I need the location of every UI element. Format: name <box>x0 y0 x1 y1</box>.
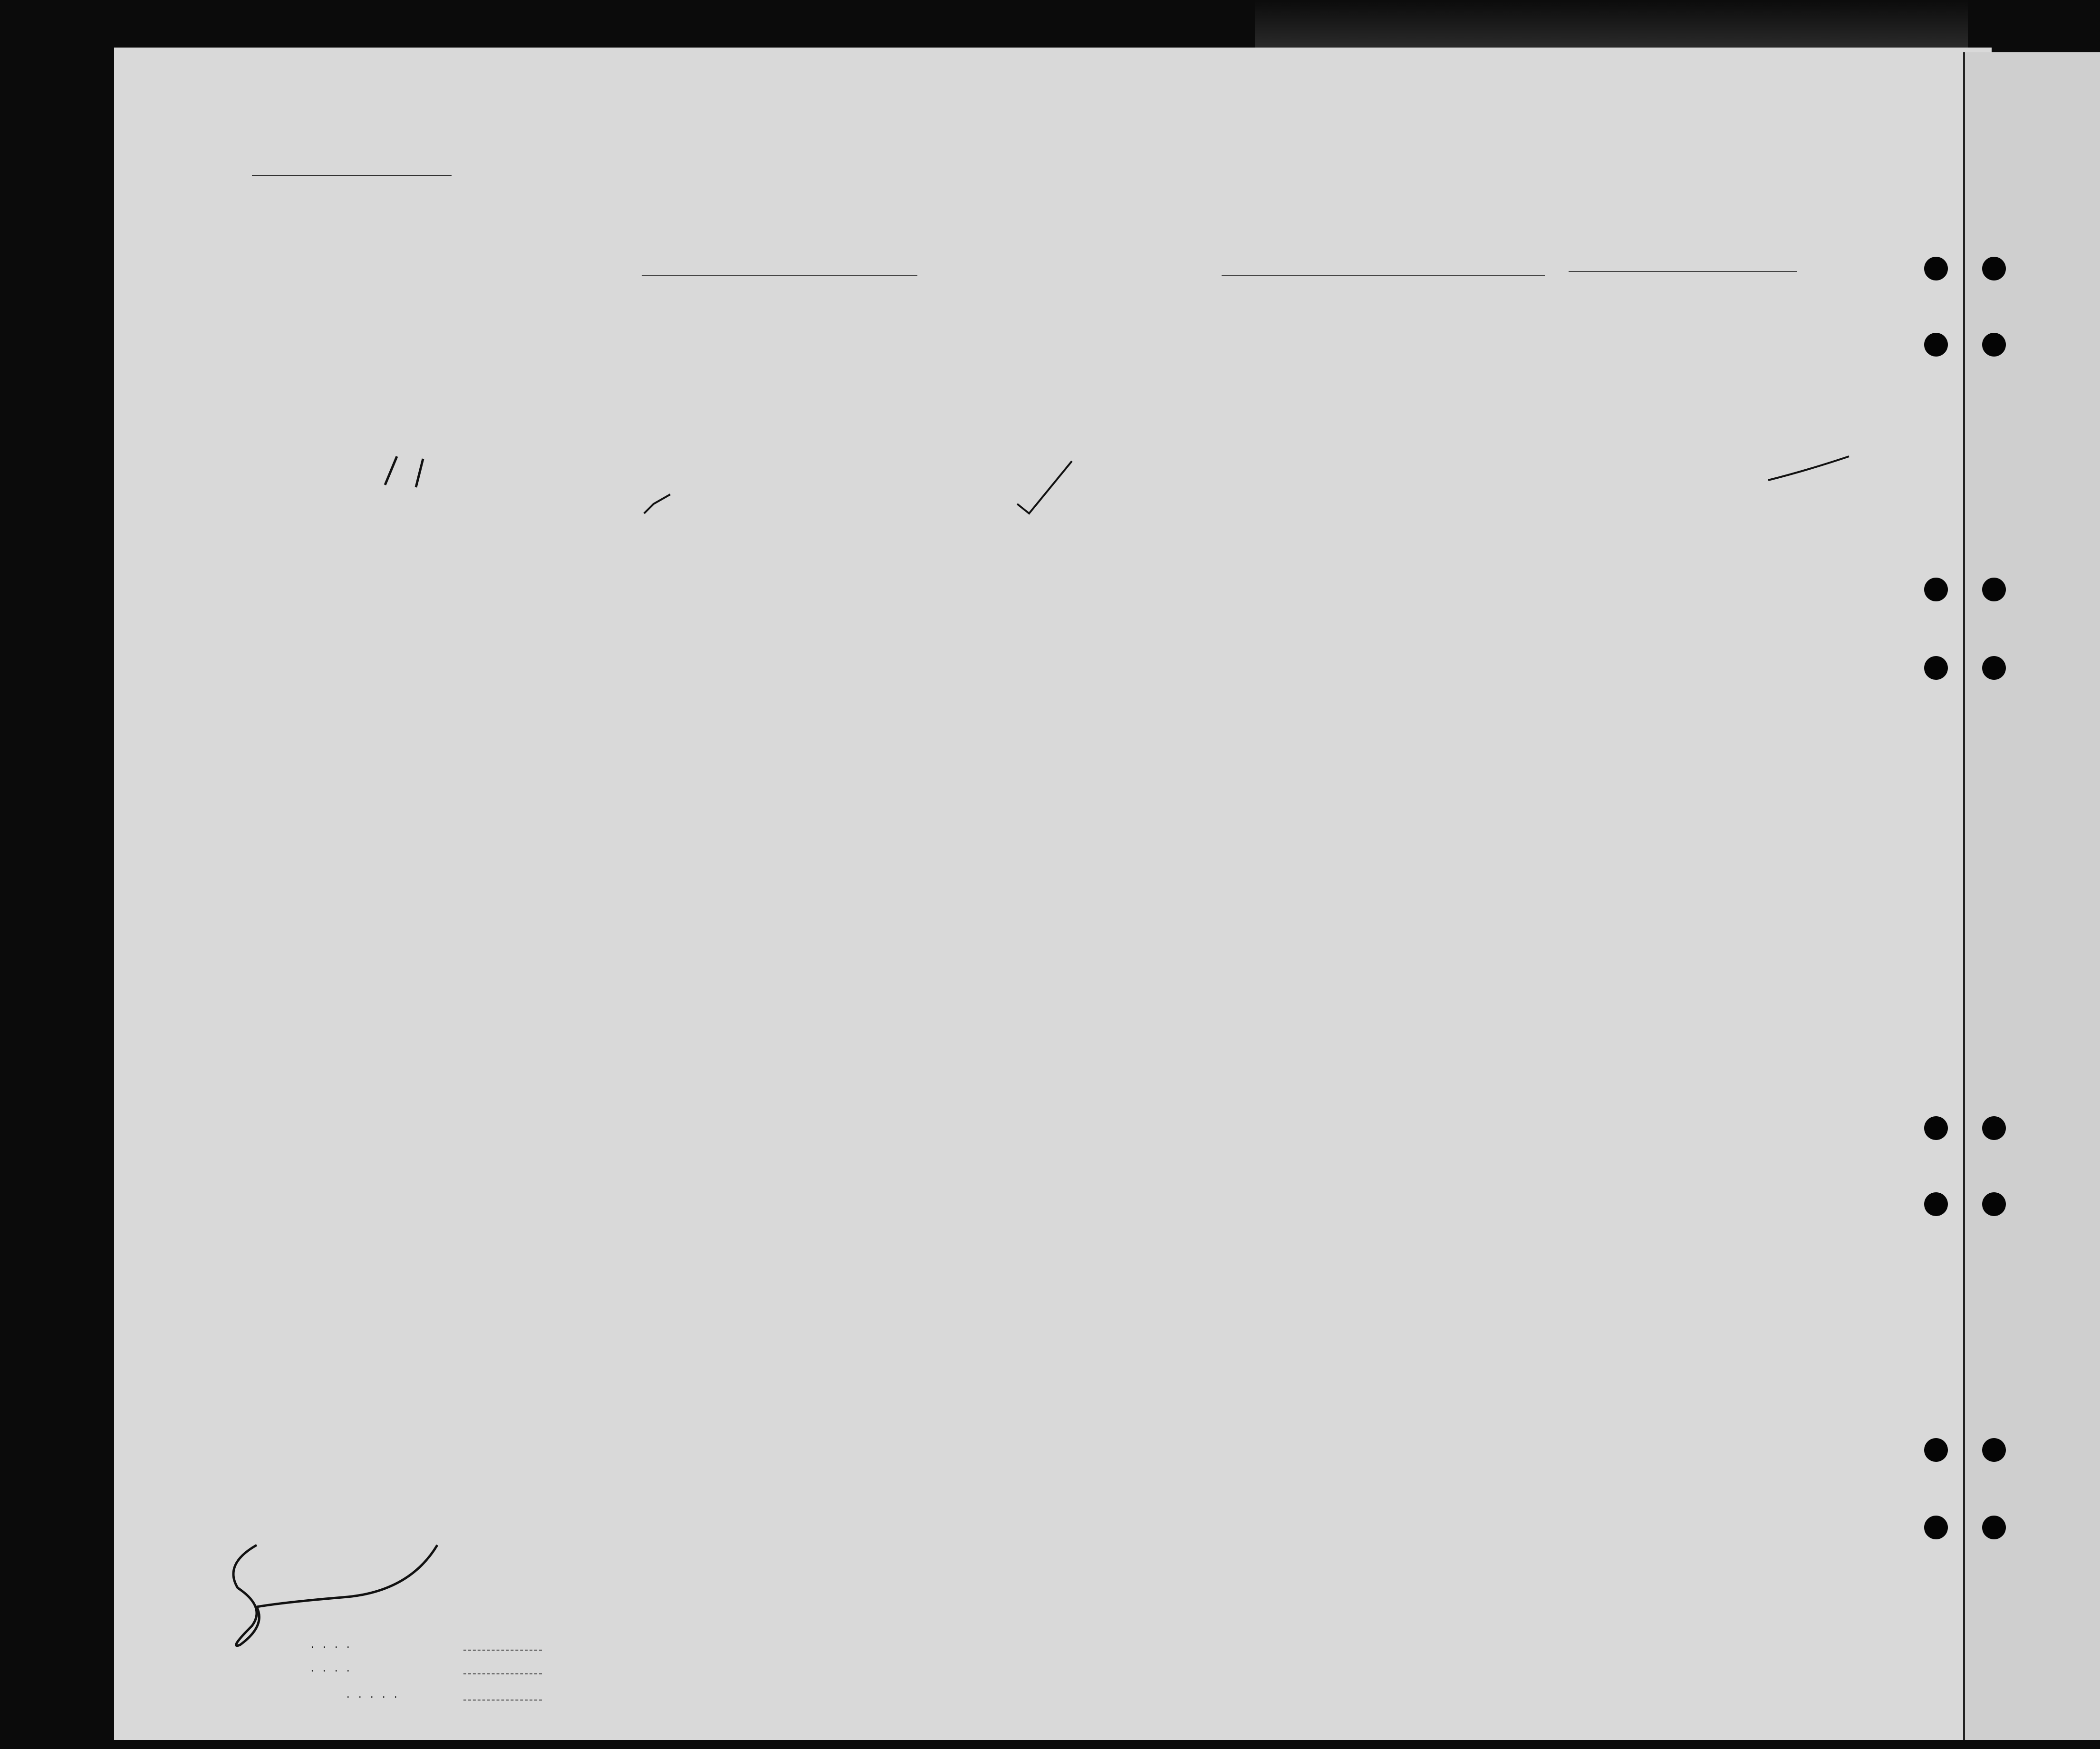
residence-stroke <box>1768 456 1849 480</box>
us-citizens-label <box>311 1664 353 1674</box>
leader-dots: . . . . . <box>347 1690 401 1700</box>
aliens-label <box>347 1690 401 1700</box>
signature-scribble <box>233 1545 437 1646</box>
leader-dots: . . . . <box>311 1640 353 1650</box>
nationality-check-mark <box>1017 461 1072 513</box>
us-citizens-line <box>463 1673 542 1674</box>
age-check-mark <box>644 494 670 513</box>
aliens-line <box>463 1700 542 1701</box>
total-passengers-label <box>311 1640 353 1650</box>
total-passengers-line <box>463 1650 542 1651</box>
name-check-marks <box>385 456 423 487</box>
leader-dots: . . . . <box>311 1664 353 1673</box>
